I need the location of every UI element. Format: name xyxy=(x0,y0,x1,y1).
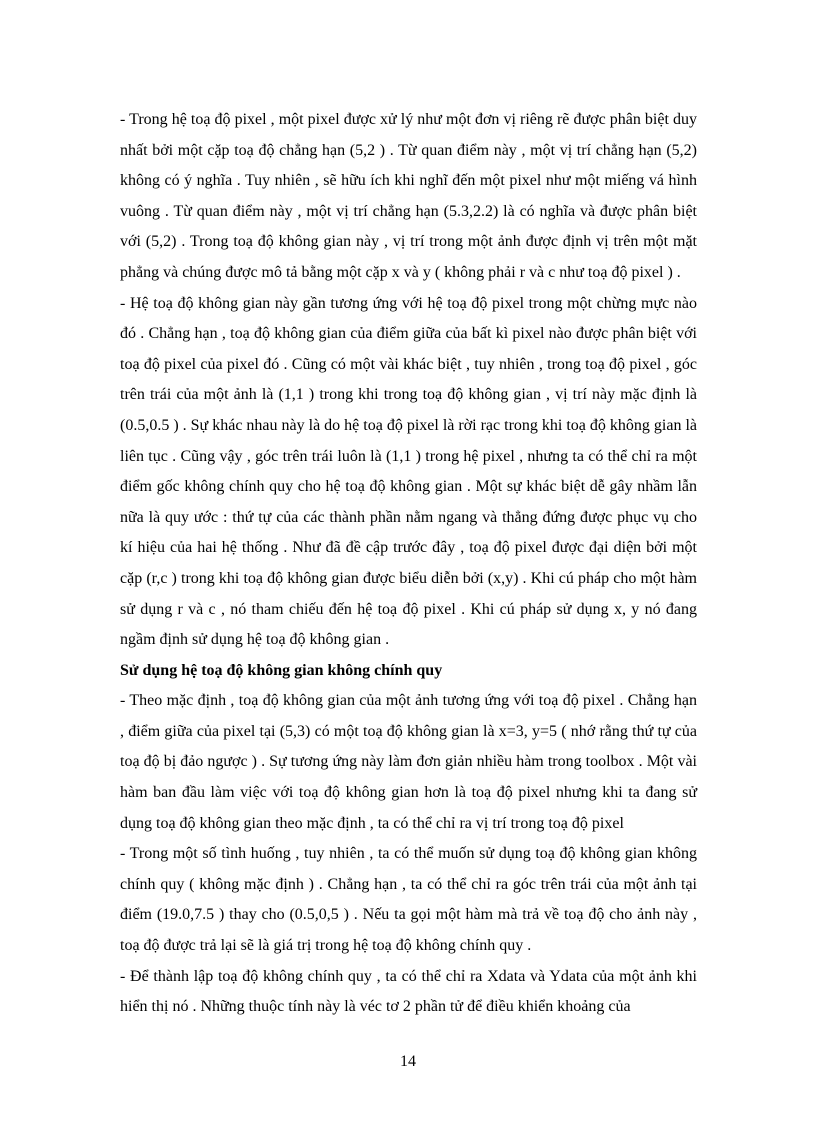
paragraph-default-spatial: - Theo mặc định , toạ độ không gian của một ảnh tương ứng với toạ độ pixel . Chẳng hạn , điểm giữa của pixel tại (5,3) có một toạ độ không gian là x=3, y=5 ( nhớ rằng thứ tự của toạ độ bị đảo ngược ) . Sự tương ứng này làm đơn giản nhiều hàm trong toolbox . Một vài hàm ban đầu làm việc với toạ độ không gian hơn là toạ độ pixel nhưng khi ta đang sử dụng toạ độ không gian theo mặc định , ta có thể chỉ ra vị trí trong toạ độ pixel xyxy=(120,692,697,832)
page-number: 14 xyxy=(400,1053,416,1070)
page-body xyxy=(120,105,697,1023)
paragraph-spatial-vs-pixel: - Hệ toạ độ không gian này gần tương ứng với hệ toạ độ pixel trong một chừng mực nào đó . Chẳng hạn , toạ độ không gian của điểm giữa của bất kì pixel nào được phân biệt với toạ độ pixel của pixel đó . Cũng có một vài khác biệt , tuy nhiên , trong toạ độ pixel , góc trên trái của một ảnh là (1,1 ) trong khi trong toạ độ không gian , vị trí này mặc định là (0.5,0.5 ) . Sự khác nhau này là do hệ toạ độ pixel là rời rạc trong khi toạ độ không gian là liên tục . Cũng vậy , góc trên trái luôn là (1,1 ) trong hệ pixel , nhưng ta có thể chỉ ra một điểm gốc không chính quy cho hệ toạ độ không gian . Một sự khác biệt dễ gây nhầm lẫn nữa là quy ước : thứ tự của các thành phần nằm ngang và thẳng đứng được phục vụ cho kí hiệu của hai hệ thống . Như đã đề cập trước đây , toạ độ pixel được đại diện bởi một cặp (r,c ) trong khi toạ độ không gian được biểu diễn bởi (x,y) . Khi cú pháp cho một hàm sử dụng r và c , nó tham chiếu đến hệ toạ độ pixel . Khi cú pháp sử dụng x, y nó đang ngầm định sử dụng hệ toạ độ không gian . xyxy=(120,294,697,649)
paragraph-pixel-coordinates: - Trong hệ toạ độ pixel , một pixel được xử lý như một đơn vị riêng rẽ được phân biệt duy nhất bởi một cặp toạ độ chẳng hạn (5,2 ) . Từ quan điểm này , một vị trí chẳng hạn (5,2) không có ý nghĩa . Tuy nhiên , sẽ hữu ích khi nghĩ đến một pixel như một miếng vá hình vuông . Từ quan điểm này , một vị trí chẳng hạn (5.3,2.2) là có nghĩa và được phân biệt với (5,2) . Trong toạ độ không gian này , vị trí trong một ảnh được định vị trên một mặt phẳng và chúng được mô tả bằng một cặp x và y ( không phải r và c như toạ độ pixel ) . xyxy=(120,111,697,281)
paragraph-nondefault-spatial: - Trong một số tình huống , tuy nhiên , ta có thể muốn sử dụng toạ độ không gian không chính quy ( không mặc định ) . Chẳng hạn , ta có thể chỉ ra góc trên trái của một ảnh tại điểm (19.0,7.5 ) thay cho (0.5,0,5 ) . Nếu ta gọi một hàm mà trả về toạ độ cho ảnh này , toạ độ được trả lại sẽ là giá trị trong hệ toạ độ không chính quy . xyxy=(120,845,697,955)
section-heading: Sử dụng hệ toạ độ không gian không chính quy xyxy=(120,661,443,679)
paragraph-xdata-ydata: - Để thành lập toạ độ không chính quy , ta có thể chỉ ra Xdata và Ydata của một ảnh khi hiển thị nó . Những thuộc tính này là véc tơ 2 phần tử để điều khiển khoảng của xyxy=(120,967,697,1016)
